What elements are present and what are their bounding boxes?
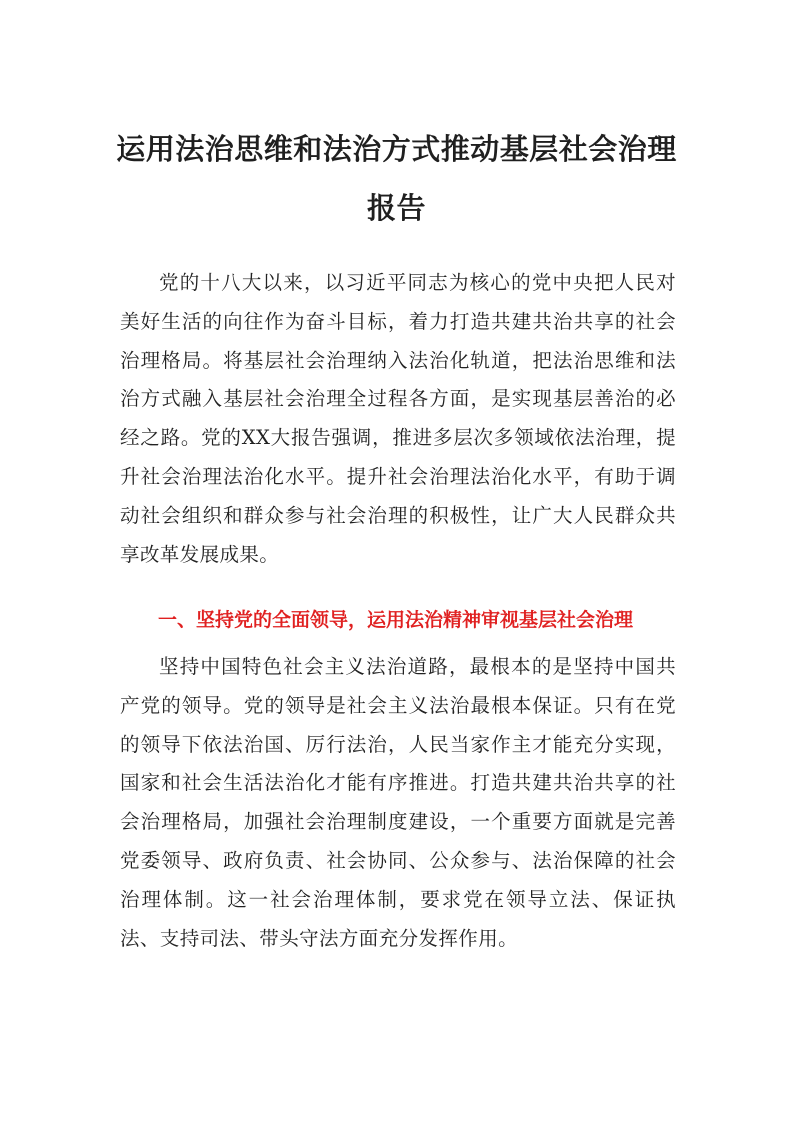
- document-title-line-2: 报告: [366, 191, 426, 225]
- section-1-paragraph: 坚持中国特色社会主义法治道路，最根本的是坚持中国共产党的领导。党的领导是社会主义法治最根本保证。只有在党的领导下依法治国、厉行法治，人民当家作主才能充分实现，国家和社会生活法治化才能有序推进。打造共建共治共享的社会治理格局，加强社会治理制度建设，一个重要方面就是完善党委领导、政府负责、社会协同、公众参与、法治保障的社会治理体制。这一社会治理体制，要求党在领导立法、保证执法、支持司法、带头守法方面充分发挥作用。: [120, 655, 676, 950]
- section-1-heading: 一、坚持党的全面领导，运用法治精神审视基层社会治理: [158, 609, 634, 631]
- intro-paragraph: 党的十八大以来，以习近平同志为核心的党中央把人民对美好生活的向往作为奋斗目标，着力打造共建共治共享的社会治理格局。将基层社会治理纳入法治化轨道，把法治思维和法治方式融入基层社会治理全过程各方面，是实现基层善治的必经之路。党的XX大报告强调，推进多层次多领域依法治理，提升社会治理法治化水平。提升社会治理法治化水平，有助于调动社会组织和群众参与社会治理的积极性，让广大人民群众共享改革发展成果。: [120, 271, 676, 566]
- document-title-line-1: 运用法治思维和法治方式推动基层社会治理: [116, 132, 677, 166]
